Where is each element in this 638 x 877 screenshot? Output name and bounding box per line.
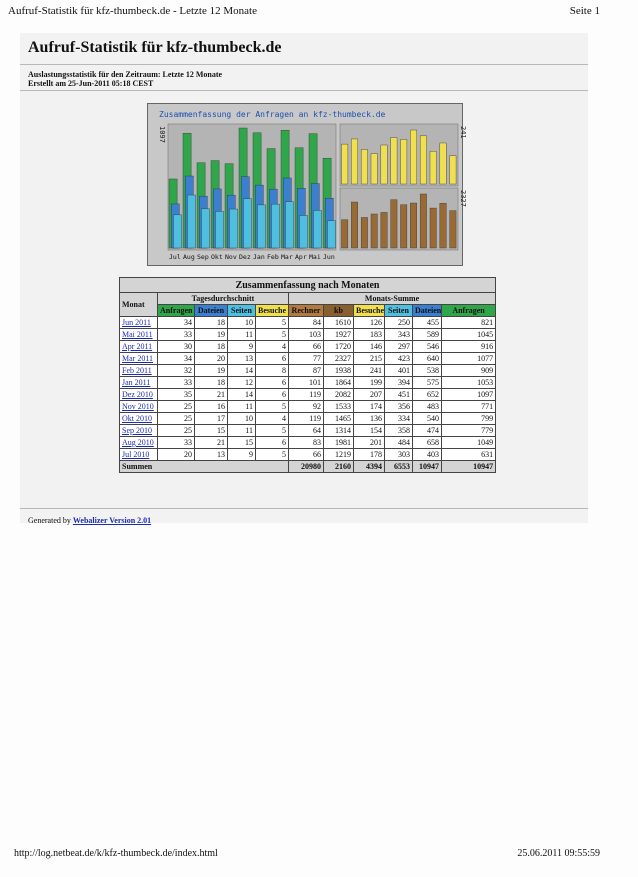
cell-kb: 2327 — [324, 353, 354, 365]
month-link[interactable]: Sep 2010 — [122, 426, 152, 435]
cell-seiten: 297 — [385, 341, 413, 353]
chart-title: Zusammenfassung der Anfragen an kfz-thumbeck.de — [159, 110, 386, 119]
bar-kb — [401, 205, 407, 248]
cell-rechner: 64 — [289, 425, 324, 437]
cell-kb: 1219 — [324, 449, 354, 461]
cell-dateien: 538 — [413, 365, 442, 377]
table-caption: Zusammenfassung nach Monaten — [120, 278, 496, 293]
header-month: Monat — [120, 293, 158, 317]
header-anfragen-total: Anfragen — [442, 305, 496, 317]
bar-seiten — [313, 210, 321, 248]
cell-dateien: 540 — [413, 413, 442, 425]
page-title: Aufruf-Statistik für kfz-thumbeck.de — [28, 39, 282, 56]
month-cell — [120, 341, 158, 353]
cell-seiten: 356 — [385, 401, 413, 413]
bar-seiten — [201, 209, 209, 248]
cell-besuche: 207 — [354, 389, 385, 401]
cell-kb: 1314 — [324, 425, 354, 437]
cell-besuche: 174 — [354, 401, 385, 413]
bar-kb — [420, 194, 426, 248]
cell-dateien: 652 — [413, 389, 442, 401]
bar-besuche — [420, 136, 426, 184]
table-row — [120, 437, 496, 449]
cell-avg-seiten: 15 — [228, 437, 256, 449]
cell-rechner: 87 — [289, 365, 324, 377]
cell-dateien: 455 — [413, 317, 442, 329]
generated-prefix: Generated by — [28, 516, 71, 525]
cell-kb: 1610 — [324, 317, 354, 329]
month-cell — [120, 353, 158, 365]
cell-avg-dateien: 18 — [195, 317, 228, 329]
month-cell — [120, 365, 158, 377]
cell-avg-besuche: 5 — [256, 401, 289, 413]
cell-kb: 1465 — [324, 413, 354, 425]
cell-avg-besuche: 6 — [256, 353, 289, 365]
cell-rechner: 103 — [289, 329, 324, 341]
month-link[interactable]: Jan 2011 — [122, 378, 151, 387]
header-dateien-total: Dateien — [413, 305, 442, 317]
cell-avg-dateien: 19 — [195, 329, 228, 341]
x-tick-label: Mai — [309, 253, 321, 261]
cell-avg-dateien: 16 — [195, 401, 228, 413]
cell-seiten: 423 — [385, 353, 413, 365]
cell-anfragen: 1053 — [442, 377, 496, 389]
print-page-number: Seite 1 — [569, 5, 600, 17]
x-tick-label: Okt — [211, 253, 223, 261]
cell-avg-dateien: 19 — [195, 365, 228, 377]
header-monthly-total: Monats-Summe — [289, 293, 496, 305]
cell-seiten: 394 — [385, 377, 413, 389]
header-besuche: Besuche — [256, 305, 289, 317]
x-tick-label: Jan — [253, 253, 265, 261]
table-row — [120, 389, 496, 401]
webalizer-link[interactable]: Webalizer Version 2.01 — [72, 516, 152, 525]
month-link[interactable]: Mai 2011 — [122, 330, 153, 339]
cell-avg-dateien: 13 — [195, 449, 228, 461]
bar-besuche — [401, 139, 407, 184]
bar-kb — [440, 203, 446, 248]
header-rechner: Rechner — [289, 305, 324, 317]
cell-seiten: 451 — [385, 389, 413, 401]
bar-kb — [450, 211, 456, 248]
table-row — [120, 353, 496, 365]
month-cell — [120, 425, 158, 437]
bar-kb — [430, 208, 436, 248]
cell-seiten: 334 — [385, 413, 413, 425]
bar-besuche — [410, 130, 416, 184]
x-tick-label: Dez — [239, 253, 251, 261]
bar-seiten — [257, 205, 265, 248]
month-link[interactable]: Jun 2011 — [122, 318, 151, 327]
table-row — [120, 377, 496, 389]
bar-besuche — [450, 156, 456, 184]
cell-anfragen: 916 — [442, 341, 496, 353]
sum-besuche: 4394 — [354, 461, 385, 473]
cell-dateien: 658 — [413, 437, 442, 449]
left-axis-max-label: 1097 — [158, 126, 166, 143]
cell-rechner: 92 — [289, 401, 324, 413]
cell-avg-besuche: 8 — [256, 365, 289, 377]
divider — [20, 64, 588, 65]
table-sum-row — [120, 461, 496, 473]
cell-dateien: 474 — [413, 425, 442, 437]
bar-kb — [361, 218, 367, 248]
month-link[interactable]: Mar 2011 — [122, 354, 154, 363]
cell-rechner: 101 — [289, 377, 324, 389]
report-subtitle — [28, 70, 222, 88]
cell-anfragen: 1097 — [442, 389, 496, 401]
usage-chart-svg — [148, 104, 467, 267]
table-row — [120, 365, 496, 377]
cell-dateien: 640 — [413, 353, 442, 365]
month-cell — [120, 449, 158, 461]
print-datetime: 25.06.2011 09:55:59 — [517, 848, 600, 859]
bar-kb — [391, 200, 397, 248]
usage-chart — [147, 103, 467, 266]
header-besuche-total: Besuche — [354, 305, 385, 317]
report-period: Auslastungsstatistik für den Zeitraum: Letzte 12 Monate — [28, 70, 223, 79]
table-row — [120, 425, 496, 437]
cell-besuche: 241 — [354, 365, 385, 377]
print-header: Aufruf-Statistik für kfz-thumbeck.de - Letzte 12 Monate — [8, 5, 257, 17]
cell-anfragen: 779 — [442, 425, 496, 437]
bar-kb — [342, 220, 348, 248]
cell-avg-dateien: 21 — [195, 389, 228, 401]
cell-avg-anfragen: 34 — [158, 353, 195, 365]
cell-avg-seiten: 9 — [228, 341, 256, 353]
cell-avg-seiten: 11 — [228, 329, 256, 341]
cell-seiten: 303 — [385, 449, 413, 461]
table-body — [120, 317, 496, 461]
month-link[interactable]: Okt 2010 — [122, 414, 152, 423]
cell-avg-dateien: 17 — [195, 413, 228, 425]
month-cell — [120, 317, 158, 329]
header-seiten-total: Seiten — [385, 305, 413, 317]
month-cell — [120, 377, 158, 389]
x-tick-label: Nov — [225, 253, 237, 261]
cell-dateien: 589 — [413, 329, 442, 341]
cell-avg-anfragen: 33 — [158, 377, 195, 389]
cell-anfragen: 799 — [442, 413, 496, 425]
month-cell — [120, 389, 158, 401]
cell-avg-seiten: 9 — [228, 449, 256, 461]
header-anfragen: Anfragen — [158, 305, 195, 317]
cell-kb: 2082 — [324, 389, 354, 401]
monthly-summary-table — [119, 277, 496, 473]
bar-besuche — [381, 145, 387, 184]
cell-besuche: 154 — [354, 425, 385, 437]
month-link[interactable]: Dez 2010 — [122, 390, 153, 399]
month-link[interactable]: Feb 2011 — [122, 366, 152, 375]
cell-kb: 1864 — [324, 377, 354, 389]
cell-anfragen: 1077 — [442, 353, 496, 365]
cell-besuche: 136 — [354, 413, 385, 425]
right-top-max-label: 241 — [459, 126, 467, 139]
header-kb: kb — [324, 305, 354, 317]
cell-seiten: 484 — [385, 437, 413, 449]
table-row — [120, 341, 496, 353]
sum-seiten: 6553 — [385, 461, 413, 473]
x-tick-label: Apr — [295, 253, 307, 261]
cell-anfragen: 1049 — [442, 437, 496, 449]
month-link[interactable]: Jul 2010 — [122, 450, 150, 459]
divider — [20, 90, 588, 91]
cell-besuche: 201 — [354, 437, 385, 449]
month-cell — [120, 329, 158, 341]
table-row — [120, 329, 496, 341]
cell-anfragen: 909 — [442, 365, 496, 377]
cell-seiten: 250 — [385, 317, 413, 329]
bar-seiten — [215, 211, 223, 248]
divider — [20, 508, 588, 509]
x-tick-label: Sep — [197, 253, 209, 261]
bar-besuche — [440, 143, 446, 184]
cell-avg-besuche: 5 — [256, 425, 289, 437]
cell-avg-besuche: 6 — [256, 437, 289, 449]
cell-avg-anfragen: 25 — [158, 401, 195, 413]
report-created: Erstellt am 25-Jun-2011 05:18 CEST — [28, 79, 154, 88]
x-tick-label: Feb — [267, 253, 279, 261]
cell-avg-seiten: 11 — [228, 425, 256, 437]
bar-seiten — [299, 216, 307, 248]
cell-seiten: 343 — [385, 329, 413, 341]
cell-avg-besuche: 5 — [256, 329, 289, 341]
bar-besuche — [430, 151, 436, 184]
bar-besuche — [342, 144, 348, 184]
month-cell — [120, 413, 158, 425]
cell-seiten: 401 — [385, 365, 413, 377]
cell-avg-seiten: 10 — [228, 317, 256, 329]
cell-avg-seiten: 14 — [228, 365, 256, 377]
cell-kb: 1981 — [324, 437, 354, 449]
cell-avg-dateien: 20 — [195, 353, 228, 365]
month-cell — [120, 401, 158, 413]
cell-avg-seiten: 11 — [228, 401, 256, 413]
sum-rechner: 20980 — [289, 461, 324, 473]
header-dateien: Dateien — [195, 305, 228, 317]
bar-seiten — [285, 202, 293, 248]
bar-seiten — [187, 195, 195, 248]
cell-besuche: 183 — [354, 329, 385, 341]
x-tick-label: Jun — [323, 253, 335, 261]
cell-avg-besuche: 6 — [256, 389, 289, 401]
bar-seiten — [229, 209, 237, 248]
cell-rechner: 119 — [289, 389, 324, 401]
cell-besuche: 215 — [354, 353, 385, 365]
sum-dateien: 10947 — [413, 461, 442, 473]
cell-avg-dateien: 18 — [195, 377, 228, 389]
cell-avg-seiten: 12 — [228, 377, 256, 389]
month-cell — [120, 437, 158, 449]
bar-kb — [410, 203, 416, 248]
cell-avg-seiten: 10 — [228, 413, 256, 425]
cell-avg-seiten: 14 — [228, 389, 256, 401]
cell-rechner: 119 — [289, 413, 324, 425]
header-daily-average: Tagesdurchschnitt — [158, 293, 289, 305]
table-row — [120, 401, 496, 413]
cell-avg-seiten: 13 — [228, 353, 256, 365]
cell-avg-anfragen: 33 — [158, 437, 195, 449]
cell-rechner: 66 — [289, 449, 324, 461]
cell-anfragen: 1045 — [442, 329, 496, 341]
generated-by — [28, 516, 151, 525]
month-link[interactable]: Nov 2010 — [122, 402, 154, 411]
x-tick-label: Jul — [169, 253, 181, 261]
cell-besuche: 126 — [354, 317, 385, 329]
bar-kb — [351, 202, 357, 248]
cell-avg-besuche: 6 — [256, 377, 289, 389]
cell-avg-besuche: 5 — [256, 449, 289, 461]
table-row — [120, 449, 496, 461]
cell-avg-anfragen: 32 — [158, 365, 195, 377]
cell-dateien: 403 — [413, 449, 442, 461]
cell-avg-anfragen: 33 — [158, 329, 195, 341]
bar-kb — [381, 212, 387, 248]
cell-kb: 1533 — [324, 401, 354, 413]
header-seiten: Seiten — [228, 305, 256, 317]
bar-seiten — [271, 204, 279, 248]
cell-anfragen: 631 — [442, 449, 496, 461]
cell-kb: 1938 — [324, 365, 354, 377]
bar-besuche — [361, 149, 367, 184]
bar-seiten — [327, 221, 335, 248]
cell-avg-anfragen: 20 — [158, 449, 195, 461]
cell-kb: 1927 — [324, 329, 354, 341]
cell-besuche: 146 — [354, 341, 385, 353]
bar-besuche — [351, 139, 357, 184]
cell-rechner: 77 — [289, 353, 324, 365]
sum-kb: 2160 — [324, 461, 354, 473]
cell-rechner: 66 — [289, 341, 324, 353]
month-link[interactable]: Apr 2011 — [122, 342, 153, 351]
cell-rechner: 84 — [289, 317, 324, 329]
sum-label: Summen — [120, 461, 289, 473]
bar-kb — [371, 214, 377, 248]
x-tick-label: Mar — [281, 253, 293, 261]
cell-besuche: 199 — [354, 377, 385, 389]
cell-avg-anfragen: 25 — [158, 425, 195, 437]
cell-avg-dateien: 15 — [195, 425, 228, 437]
cell-anfragen: 771 — [442, 401, 496, 413]
cell-anfragen: 821 — [442, 317, 496, 329]
print-url: http://log.netbeat.de/k/kfz-thumbeck.de/index.html — [14, 848, 218, 859]
cell-dateien: 575 — [413, 377, 442, 389]
cell-avg-anfragen: 35 — [158, 389, 195, 401]
cell-avg-dateien: 21 — [195, 437, 228, 449]
cell-avg-anfragen: 34 — [158, 317, 195, 329]
bar-seiten — [173, 215, 181, 248]
cell-besuche: 178 — [354, 449, 385, 461]
cell-avg-besuche: 4 — [256, 341, 289, 353]
cell-rechner: 83 — [289, 437, 324, 449]
cell-avg-anfragen: 25 — [158, 413, 195, 425]
cell-seiten: 358 — [385, 425, 413, 437]
table-row — [120, 317, 496, 329]
bar-besuche — [391, 138, 397, 184]
table-row — [120, 413, 496, 425]
bar-besuche — [371, 154, 377, 184]
sum-anfragen: 10947 — [442, 461, 496, 473]
cell-dateien: 483 — [413, 401, 442, 413]
cell-avg-besuche: 4 — [256, 413, 289, 425]
x-tick-label: Aug — [183, 253, 195, 261]
cell-avg-besuche: 5 — [256, 317, 289, 329]
cell-kb: 1720 — [324, 341, 354, 353]
month-link[interactable]: Aug 2010 — [122, 438, 154, 447]
cell-avg-anfragen: 30 — [158, 341, 195, 353]
cell-avg-dateien: 18 — [195, 341, 228, 353]
right-bottom-max-label: 2327 — [459, 190, 467, 207]
bar-seiten — [243, 199, 251, 248]
cell-dateien: 546 — [413, 341, 442, 353]
